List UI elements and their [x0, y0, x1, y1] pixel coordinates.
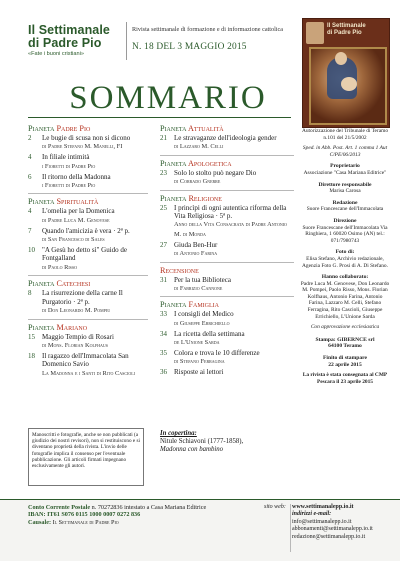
toc-entry-author: di Antonio Farina — [174, 250, 218, 258]
toc-entry-title: La ricetta della settimana — [174, 329, 245, 338]
toc-entry-title: I princìpi di ogni autentica riforma della Vita Religiosa · 5ª p. — [174, 203, 287, 221]
payment-info — [28, 504, 258, 526]
toc-entry-title: I consigli del Medico — [174, 310, 234, 319]
toc-entry-author: i Fioretti di Padre Pio — [42, 182, 96, 190]
section-heading: Pianeta Padre Pio — [28, 124, 91, 133]
toc-entry-author: di Giuseppe Errichiello — [174, 319, 230, 327]
approval-text: Con approvazione ecclesiastica — [310, 324, 380, 331]
owner-heading: Proprietario — [330, 163, 360, 170]
email-link-info[interactable]: info@settimanalepp.io.it — [292, 518, 352, 525]
section-heading: Pianeta Catechesi — [28, 279, 91, 289]
authorization-text: Autorizzazione del Tribunale di Teramo n.101 del 21/5/2002 — [301, 128, 389, 141]
cover-credit-artist: Nitule Schiavoni (1777-1858), — [160, 438, 244, 446]
director-text: Marisa Carosa — [329, 188, 361, 195]
toc-entry[interactable]: 35 Colora e trova le 10 differenze di Stefano Ferragina — [160, 349, 260, 366]
toc-entry-author: La Madonna e i Santi di Rito Cascioli — [42, 369, 135, 377]
page-title: SOMMARIO — [69, 80, 267, 116]
toc-entry-title: Giuda Ben-Hur — [174, 240, 218, 249]
printer-city: 64100 Teramo — [328, 343, 362, 350]
cover-thumbnail — [302, 18, 390, 128]
toc-entry[interactable]: 27 Giuda Ben-Hur di Antonio Farina — [160, 240, 218, 258]
issue-number: N. 18 DEL 3 MAGGIO 2015 — [132, 42, 247, 52]
direzione-text: Suore Francescane dell'Immacolata Via Ringhiera, 1 60020 Osimo (AN) tel.: 071/7980743 — [302, 224, 388, 244]
toc-entry[interactable]: 33 I consigli del Medico di Giuseppe Errichiello — [160, 310, 234, 327]
toc-entry-author: de L'Unione Sarda — [174, 339, 220, 347]
redazione-text: Suore Francescane dell'Immacolata — [306, 206, 384, 213]
section-heading: Pianeta Apologetica — [160, 158, 232, 168]
toc-entry-author: di Fabrizio Cannone — [174, 284, 223, 292]
section-heading: Recensione — [160, 265, 199, 275]
section-divider — [160, 190, 294, 191]
toc-entry[interactable]: 6 Il ritorno della Madonna i Fioretti di Padre Pio — [28, 172, 111, 190]
toc-entry-title: Solo lo stolto può negare Dio — [174, 168, 257, 177]
notice-box: Manoscritti e fotografie, anche se non pubblicati (a giudizio dei nostri revisori), non si restituiscono e si diventano proprietà della rivista. L'invio delle fotografie implica il consenso per l'eventuale pubblicazione. Gli articoli firmati impegnano esclusivamente gli autori. — [28, 428, 144, 486]
toc-entry-title: "A Gesù ho detto sì" Guido de Fontgalland — [42, 246, 128, 263]
toc-entry[interactable]: 25 I princìpi di ogni autentica riforma della Vita Religiosa · 5ª p. Anno della Vita Consacrata di Padre Antonio M. di Monda — [160, 203, 287, 238]
redazione-heading: Redazione — [332, 199, 358, 206]
masthead-title-line2: di Padre Pio — [28, 36, 102, 50]
toc-entry-author: di Lazzaro M. Celli — [174, 143, 224, 151]
iban-line: IBAN: IT61 S076 0115 1000 0007 0272 836 — [28, 511, 141, 519]
section-divider — [160, 296, 294, 297]
toc-entry-title: Colora e trova le 10 differenze — [174, 349, 260, 357]
section-divider — [160, 262, 294, 263]
toc-entry-author: di Padre Luca M. Genovese — [42, 216, 110, 224]
toc-entry-title: La risurrezione della carne Il Purgatorio · 2ª p. — [42, 289, 123, 306]
toc-entry-author: di Corrado Gnerre — [174, 178, 221, 186]
title-divider — [28, 117, 291, 118]
email-link-redazione[interactable]: redazione@settimanalepp.io.it — [292, 533, 366, 540]
toc-entry-title: Le stravaganze dell'ideologia gender — [174, 134, 277, 142]
toc-left-column — [28, 121, 148, 380]
section-divider — [160, 155, 294, 156]
toc-entry[interactable]: 8 La risurrezione della carne Il Purgatorio · 2ª p. di Don Leonardo M. Pompei — [28, 289, 123, 315]
madonna-face — [335, 52, 347, 65]
child-figure — [341, 77, 357, 91]
causale-line: Causale: Il Settimanale di Padre Pio — [28, 518, 119, 526]
toc-entry-author: di Paolo Risso — [42, 263, 78, 271]
toc-entry[interactable]: 4 L'omelia per la Domenica di Padre Luca M. Genovese — [28, 207, 115, 224]
website-row: sito web: www.settimanalepp.io.it — [264, 504, 392, 511]
toc-entry-author: i Fioretti di Padre Pio — [42, 162, 96, 170]
toc-entry-author: di Padre Stefano M. Manelli, FI — [42, 143, 123, 151]
toc-entry-title: Per la tua Biblioteca — [174, 275, 231, 284]
website-link[interactable]: www.settimanalepp.io.it — [292, 504, 354, 510]
toc-entry-title: Maggio Tempio di Rosari — [42, 332, 114, 341]
cover-credit-label: In copertina: — [160, 430, 197, 437]
section-heading: Pianeta Famiglia — [160, 300, 220, 310]
toc-entry[interactable]: 7 Quando l'amicizia è vera · 2ª p. di San Francesco di Sales — [28, 226, 130, 244]
toc-entry-title: Quando l'amicizia è vera · 2ª p. — [42, 226, 130, 235]
postal-text: Sped. in Abb. Post. Art. 1 comma 1 Aut C/PE/06/2013 — [302, 145, 388, 158]
section-divider — [28, 193, 148, 194]
printed-date: 22 aprile 2015 — [328, 361, 362, 368]
owner-text: Associazione "Casa Mariana Editrice" — [303, 169, 387, 176]
toc-entry[interactable]: 21 Le stravaganze dell'ideologia gender di Lazzaro M. Celli — [160, 134, 277, 151]
masthead — [28, 24, 124, 57]
masthead-tagline: «Fate i buoni cristiani» — [28, 51, 84, 57]
cover-credit-caption: Madonna con bambino — [160, 446, 224, 454]
toc-middle-column — [160, 121, 294, 378]
section-heading: Pianeta Religione — [160, 193, 222, 203]
toc-entry-title: Il ragazzo dell'Immacolata San Domenico Savio — [42, 351, 129, 369]
toc-entry-author: di Don Leonardo M. Pompei — [42, 307, 110, 315]
cover-credit — [160, 430, 294, 455]
section-divider — [28, 275, 148, 276]
section-heading: Pianeta Attualità — [160, 124, 224, 133]
cover-title-line2: di Padre Pio — [327, 29, 362, 36]
toc-entry-title: Le bugie di scusa non si dicono — [42, 134, 131, 142]
foto-text: Elisa Stefano, Archivio redazionale, Agenzia Foto G. Prosi di A. Di Stefano. — [302, 255, 388, 269]
magazine-subtitle: Rivista settimanale di formazione e di informazione cattolica — [132, 26, 284, 33]
collaborators-heading: Hanno collaborato: — [321, 274, 369, 281]
contact-info — [264, 504, 392, 541]
toc-entry[interactable]: 15 Maggio Tempio di Rosari di Mons. Florian Kolfhaus — [28, 332, 114, 349]
toc-entry-title: L'omelia per la Domenica — [42, 207, 115, 216]
printed-heading: Finito di stampare — [322, 355, 368, 362]
toc-entry[interactable]: 36 Risposte ai lettori — [160, 368, 224, 377]
toc-entry-title: In filiale intimità — [42, 153, 90, 162]
toc-entry-author: Anno della Vita Consacrata di Padre Antonio M. di Monda — [174, 221, 287, 238]
toc-entry[interactable]: 10 "A Gesù ho detto sì" Guido de Fontgalland di Paolo Risso — [28, 246, 128, 271]
email-link-abbonamenti[interactable]: abbonamenti@settimanalepp.io.it — [292, 526, 373, 533]
email-heading: indirizzi e-mail: — [292, 511, 332, 518]
section-heading: Pianeta Mariano — [28, 322, 88, 332]
toc-entry-title: Il ritorno della Madonna — [42, 172, 111, 181]
header-divider — [126, 22, 127, 60]
direzione-heading: Direzione — [333, 217, 357, 224]
toc-entry[interactable]: 2 Le bugie di scusa non si dicono di Padre Stefano M. Manelli, FI — [28, 134, 131, 151]
colophon — [300, 128, 390, 385]
collaborators-text: Padre Luca M. Genovese, Don Leonardo M. Pompei, Paolo Risso, Mons. Florian Kolfhaus, Antonio Farina, Antonio Farina, Lazzaro M. Celli, Stefano Ferragina, Rito Cascioli, Giuseppe Errichiello, L'Unione Sarda — [300, 280, 390, 320]
toc-entry-author: di San Francesco di Sales — [42, 236, 105, 244]
cover-title-line1: Il Settimanale — [327, 23, 366, 29]
toc-entry-title: Risposte ai lettori — [174, 368, 224, 377]
toc-entry-author: di Stefano Ferragina — [174, 358, 225, 366]
director-heading: Direttore responsabile — [318, 181, 372, 188]
printer-heading: Stampa: GIBERNCE srl — [315, 336, 375, 343]
toc-entry[interactable]: 18 Il ragazzo dell'Immacolata San Domenico Savio La Madonna e i Santi di Rito Cascioli — [28, 351, 135, 377]
ccp-line: Conto Corrente Postale n. 70272836 intestato a Casa Mariana Editrice — [28, 504, 207, 511]
toc-entry[interactable]: 34 La ricetta della settimana de L'Unione Sarda — [160, 329, 245, 347]
section-divider — [28, 319, 148, 320]
toc-entry[interactable]: 31 Per la tua Biblioteca di Fabrizio Cannone — [160, 275, 231, 292]
cover-title — [327, 23, 366, 36]
foto-heading: Foto di: — [335, 249, 355, 256]
toc-entry[interactable]: 4 In filiale intimità i Fioretti di Padre Pio — [28, 153, 96, 170]
masthead-title-line1: Il Settimanale — [28, 23, 110, 37]
toc-entry[interactable]: 23 Solo lo stolto può negare Dio di Corrado Gnerre — [160, 168, 257, 186]
delivery-text: La rivista è stata consegnata al CMP Pescara il 23 aprile 2015 — [302, 372, 388, 385]
saint-portrait-icon — [306, 22, 324, 44]
section-heading: Pianeta Spiritualità — [28, 197, 99, 207]
toc-entry-author: di Mons. Florian Kolfhaus — [42, 341, 109, 349]
